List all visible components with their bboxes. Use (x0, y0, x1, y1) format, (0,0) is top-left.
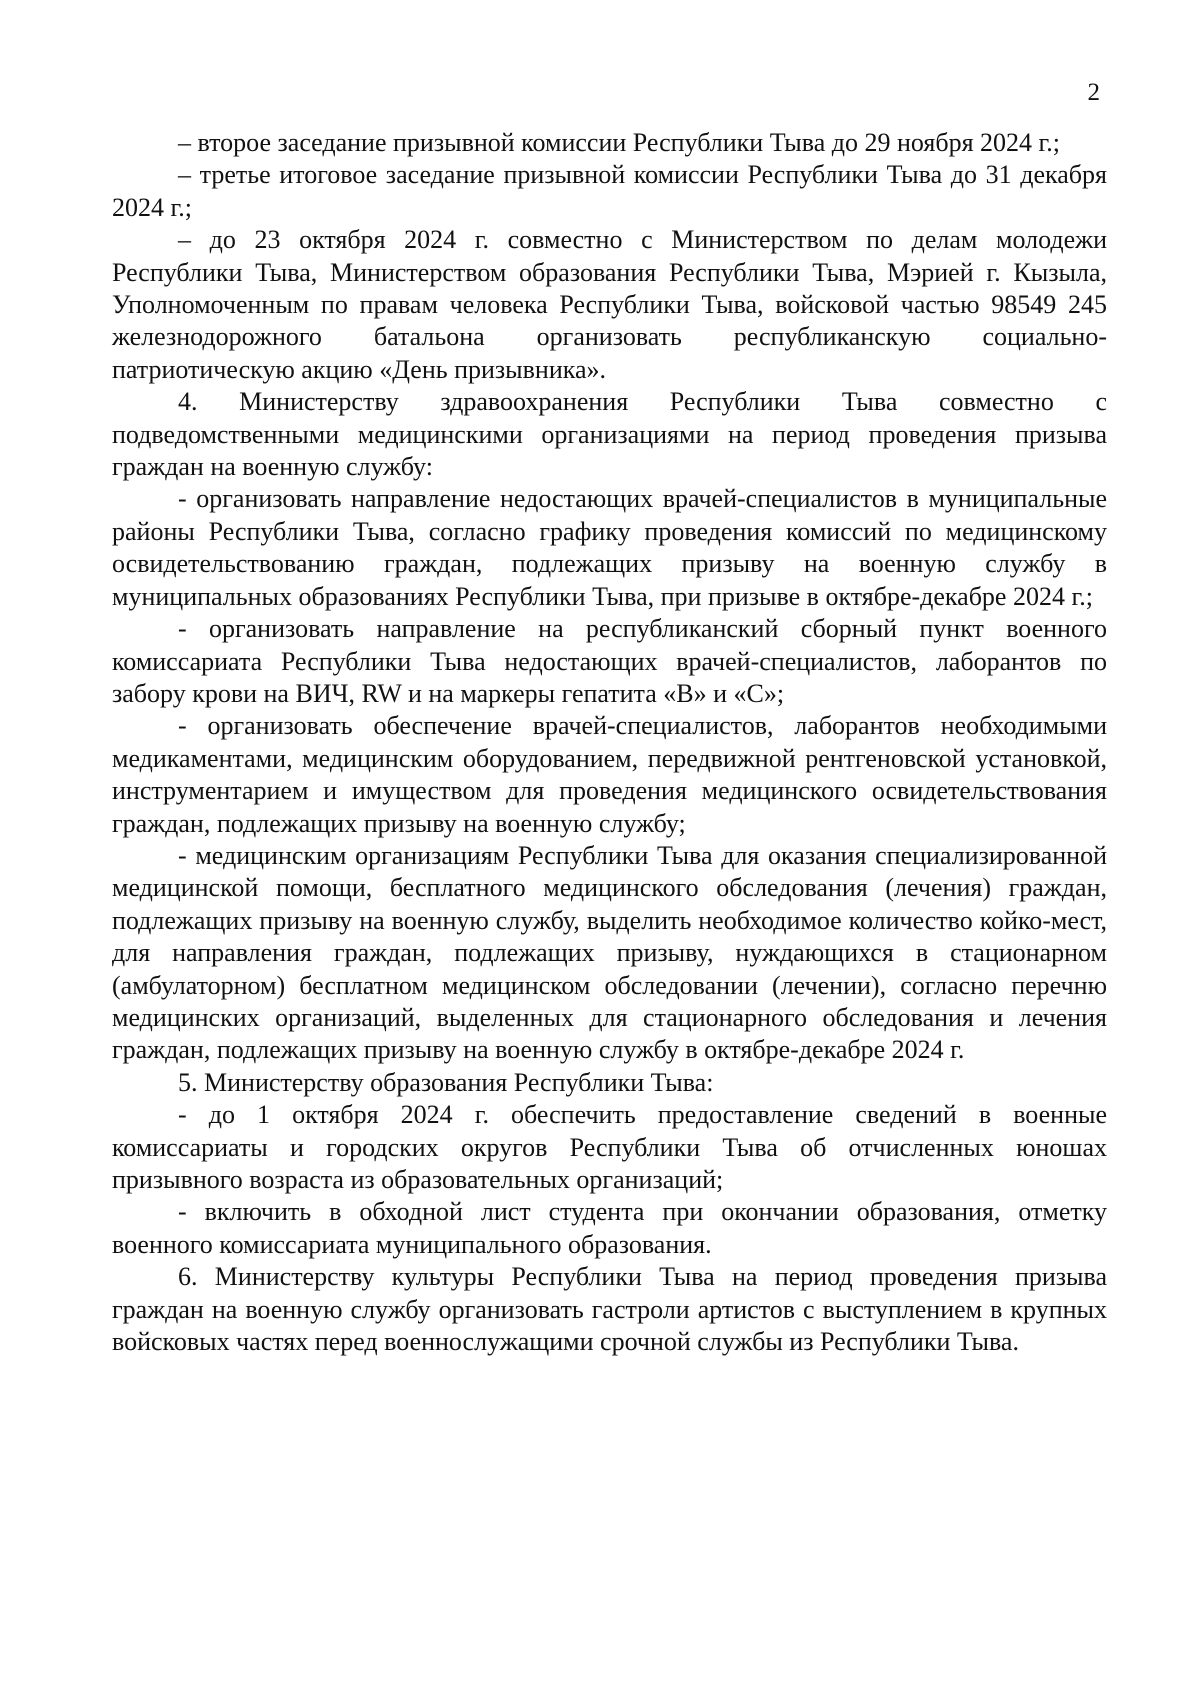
paragraph-doctors-to-districts: - организовать направление недостающих врачей-специалистов в муниципальные районы Республики Тыва, согласно графику проведения комиссий по медицинскому освидетельствованию граждан, подлежащих призыву на военную службу в муниципальных образованиях Республики Тыва, при призыве в октябре-декабре 2024 г.; (112, 484, 1107, 611)
paragraph-item-4-health-ministry: 4. Министерству здравоохранения Республики Тыва совместно с подведомственными медицинскими организациями на период проведения призыва граждан на военную службу: (112, 387, 1107, 482)
paragraph-conscript-day: – до 23 октября 2024 г. совместно с Министерством по делам молодежи Республики Тыва, Министерством образования Республики Тыва, Мэрией г. Кызыла, Уполномоченным по правам человека Республики Тыва, войсковой частью 98549 245 железнодорожного батальона организовать республиканскую социально-патриотическую акцию «День призывника». (112, 225, 1107, 384)
paragraph-medical-supplies: - организовать обеспечение врачей-специалистов, лаборантов необходимыми медикаментами, медицинским оборудованием, передвижной рентгеновской установкой, инструментарием и имуществом для проведения медицинского освидетельствования граждан, подлежащих призыву на военную службу; (112, 711, 1107, 838)
paragraph-third-meeting: – третье итоговое заседание призывной комиссии Республики Тыва до 31 декабря 2024 г.; (112, 160, 1107, 222)
paragraph-hospital-beds: - медицинским организациям Республики Тыва для оказания специализированной медицинской помощи, бесплатного медицинского обследования (лечения) граждан, подлежащих призыву на военную службу, выделить необходимое количество койко-мест, для направления граждан, подлежащих призыву, нуждающихся в стационарном (амбулаторном) бесплатном медицинском обследовании (лечении), согласно перечню медицинских организаций, выделенных для стационарного обследования и лечения граждан, подлежащих призыву на военную службу в октябре-декабре 2024 г. (112, 840, 1107, 1065)
paragraph-expelled-students-info: - до 1 октября 2024 г. обеспечить предоставление сведений в военные комиссариаты и городских округов Республики Тыва об отчисленных юношах призывного возраста из образовательных организаций; (112, 1100, 1107, 1194)
paragraph-item-6-culture-ministry: 6. Министерству культуры Республики Тыва на период проведения призыва граждан на военную службу организовать гастроли артистов с выступлением в крупных войсковых частях перед военнослужащими срочной службы из Республики Тыва. (112, 1262, 1107, 1357)
paragraph-second-meeting: – второе заседание призывной комиссии Республики Тыва до 29 ноября 2024 г.; (178, 128, 1060, 157)
document-body (112, 127, 1107, 1358)
paragraph-item-5-education-ministry: 5. Министерству образования Республики Тыва: (178, 1067, 714, 1097)
page-number: 2 (1087, 79, 1100, 106)
paragraph-doctors-to-assembly-point: - организовать направление на республиканский сборный пункт военного комиссариата Республики Тыва недостающих врачей-специалистов, лаборантов по забору крови на ВИЧ, RW и на маркеры гепатита «В» и «С»; (112, 614, 1107, 708)
paragraph-clearance-sheet: - включить в обходной лист студента при окончании образования, отметку военного комиссариата муниципального образования. (112, 1197, 1107, 1259)
